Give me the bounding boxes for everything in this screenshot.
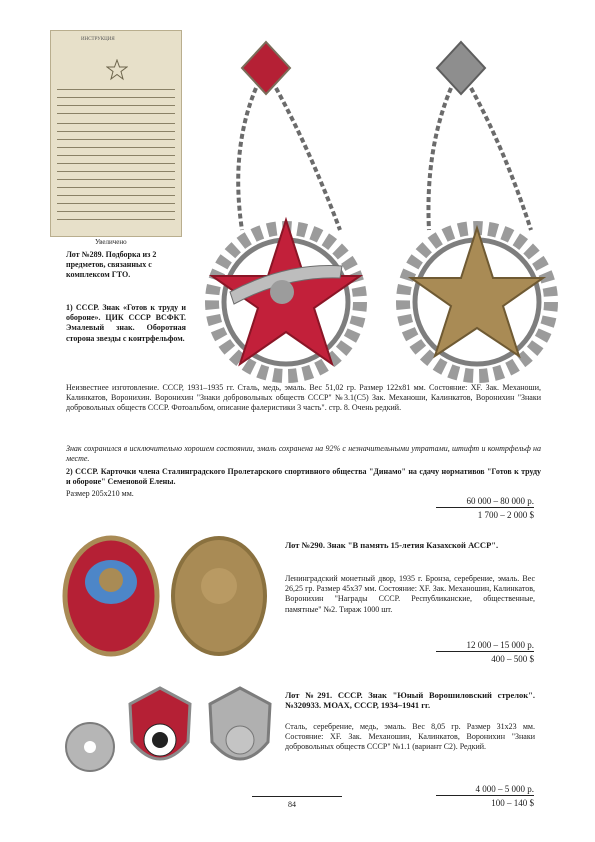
page-number: 84 [288,800,296,809]
kazakh-assr-badge-photo [55,530,275,660]
lot290-heading: Лот №290. Знак "В память 15-летия Казахской АССР". [285,540,499,550]
footer-rule [252,796,342,797]
card-emblem [106,59,128,81]
lot290-body: Ленинградский монетный двор, 1935 г. Бронза, серебрение, эмаль. Вес 26,25 гр. Размер 45х37 мм. Состояние: ХF. Зак. Механошин, Калинкатов, Воронихин "Награды СССР. Республиканские, общественные, памятные" №2. Тираж 1000 шт. [285,574,535,614]
lot290-price-rub: 12 000 – 15 000 р. [436,640,534,652]
gto-badge-back-photo [385,30,565,385]
lot291-heading: Лот №291. СССР. Знак "Юный Ворошиловский стрелок". №320933. МОАХ, СССР, 1934–1941 гг. [285,690,535,711]
lot289-item2: 2) СССР. Карточки члена Сталинградского Пролетарского спортивного общества "Динамо" на сдачу нормативов "Готов к труду и обороне" Семеновой Елены. [66,467,541,487]
gto-card-photo [50,30,182,237]
lot289-price-rub: 60 000 – 80 000 р. [436,496,534,508]
lot289-item1-description: Неизвестнее изготовление. СССР, 1931–1935 гг. Сталь, медь, эмаль. Вес 51,02 гр. Размер 122х81 мм. Состояние: ХF. Зак. Механоши, Калинкатов, Воронихин. Воронихин "Знаки добровольных обществ СССР" №3.1(С5) Зак. Механоши, Калинкатов, Воронихин "Знаки добровольных обществ СССР. Фотоальбом, описание фалеристики 3 часть". стр. 8. Очень редкий. [66,383,541,413]
card-caption: Увеличено [95,238,127,246]
gto-badge-front-photo [190,30,380,385]
lot289-item1-note: Знак сохранился в исключительно хорошем состоянии, эмаль сохранена на 92% с незначительными утратами, штифт и контрфельф на месте. [66,444,541,464]
lot290-price-usd: 400 – 500 $ [491,654,534,664]
lot291-price-rub: 4 000 – 5 000 р. [436,784,534,796]
lot289-item1: 1) СССР. Знак «Готов к труду и обороне». ЦИК СССР ВСФКТ. Эмалевый знак. Оборотная сторона звезды с контрфельфом. [66,303,186,343]
card-title: ИНСТРУКЦИЯ [81,37,115,42]
lot291-price-usd: 100 – 140 $ [491,798,534,808]
runner-figure [270,280,294,304]
lot291-body: Сталь, серебрение, медь, эмаль. Вес 8,05 гр. Размер 31х23 мм. Состояние: ХF. Зак. Механошин, Калинкатов, Воронихин "Знаки добровольных обществ СССР" №1.1 (вариант С2). Редкий. [285,722,535,752]
young-shooter-badge-photo [60,682,280,782]
lot289-price-usd: 1 700 – 2 000 $ [477,510,534,520]
lot289-item2-size: Размер 205х210 мм. [66,489,134,498]
lot289-heading: Лот №289. Подборка из 2 предметов, связанных с комплексом ГТО. [66,250,157,280]
